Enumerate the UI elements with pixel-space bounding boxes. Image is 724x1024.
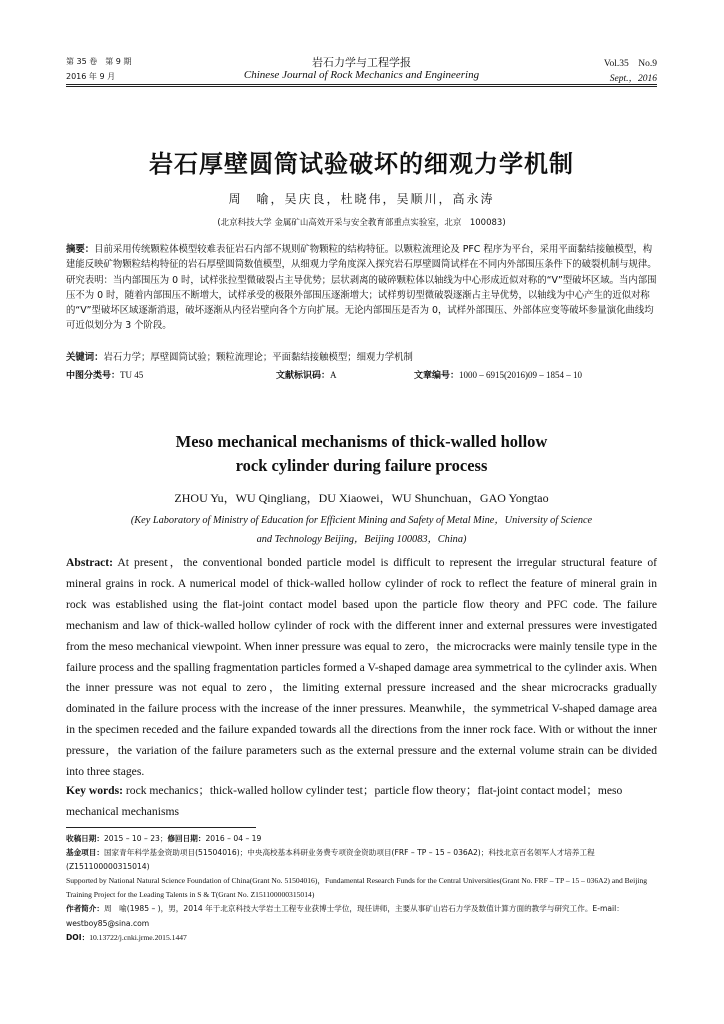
revised-value: 2016 – 04 – 19 bbox=[205, 834, 262, 843]
footnotes bbox=[66, 832, 661, 945]
keywords-cn bbox=[66, 349, 657, 363]
doc-code-value: A bbox=[330, 370, 337, 380]
header-date-en: Sept.，2016 bbox=[609, 74, 657, 84]
authors-cn: 周 喻，吴庆良，杜晓伟，吴顺川，高永涛 bbox=[228, 192, 495, 206]
clc-item bbox=[66, 368, 143, 381]
footnote-fund bbox=[66, 846, 661, 874]
keywords-en bbox=[66, 781, 657, 823]
doc-code-label: 文献标识码： bbox=[276, 371, 331, 381]
affiliation-en-line1: (Key Laboratory of Ministry of Education for Efficient Mining and Safety of Metal Mine，University of Science bbox=[130, 515, 593, 526]
title-cn: 岩石厚壁圆筒试验破坏的细观力学机制 bbox=[149, 150, 574, 178]
clc-label: 中图分类号： bbox=[66, 371, 121, 381]
abstract-en bbox=[66, 553, 657, 783]
header-volume-issue-cn: 第 35 卷 第 9 期 bbox=[66, 57, 132, 66]
doi-value: 10.13722/j.cnki.jrme.2015.1447 bbox=[89, 932, 187, 942]
abstract-cn-label: 摘要： bbox=[66, 244, 95, 255]
article-no-item bbox=[414, 368, 582, 381]
title-en bbox=[66, 430, 657, 478]
received-value: 2015 – 10 – 23； bbox=[103, 834, 168, 843]
doc-code-item bbox=[276, 368, 337, 381]
keywords-cn-label: 关键词： bbox=[66, 352, 104, 363]
affiliation-en bbox=[66, 511, 657, 549]
doi-label: DOI： bbox=[66, 932, 90, 942]
header-journal-cn: 岩石力学与工程学报 bbox=[312, 56, 411, 69]
header-journal-en: Chinese Journal of Rock Mechanics and Engineering bbox=[243, 69, 480, 81]
title-en-line1: Meso mechanical mechanisms of thick-walled hollow bbox=[175, 432, 548, 451]
abstract-en-text: At present，the conventional bonded particle model is difficult to represent the irregular structural feature of mineral grains in rock. A numerical model of thick-walled hollow cylinder of rock to reflect the feature of mineral grain in rock was established using the flat-joint contact model based upon the particle flow theory and PFC code. The failure mechanism and law of thick-walled hollow cylinder of rock with the different inner and external pressures were investigated from the meso mechanical viewpoint. When inner pressure was equal to zero，the microcracks were mainly tensile type in the failure process and the spalling fragmentation particles formed a V-shaped damage area symmetrical to the cylinder axis. When the inner pressure was not equal to zero，the limiting external pressure increased and the shear microcracks gradually dominated in the failure process with the increase of the inner pressures. Meanwhile，the symmetrical V-shaped damage area in the specimen receded and the failure expanded towards all the directions from the inner rock face. With or without the inner pressure，the variation of the failure parameters such as the external pressure and the external volume strain can be divided into three stages. bbox=[66, 556, 657, 779]
article-no-label: 文章编号： bbox=[414, 371, 460, 381]
abstract-en-label: Abstract: bbox=[66, 556, 114, 569]
abstract-cn bbox=[66, 242, 657, 334]
author-label: 作者简介： bbox=[66, 904, 104, 914]
article-no-value: 1000 – 6915(2016)09 – 1854 – 10 bbox=[459, 370, 583, 380]
footnote-supported-en: Supported by National Natural Science Foundation of China(Grant No. 51504016)，Fundamental Research Funds for the Central Universities(Grant No. FRF – TP – 15 – 036A2) and Beijing Training Project for the Leading Talents in S & T(Grant No. Z151100000315014) bbox=[66, 876, 648, 900]
footnote-rule bbox=[66, 827, 256, 828]
affiliation-en-line2: and Technology Beijing，Beijing 100083，China) bbox=[256, 534, 467, 545]
header-rule-top bbox=[66, 84, 657, 85]
header-rule-bottom bbox=[66, 86, 657, 87]
author-text: 周 喻(1985 – )，男，2014 年于北京科技大学岩土工程专业获博士学位，现任讲师，主要从事矿山岩石力学及数值计算方面的教学与研究工作。E-mail：westboy85@sina.com bbox=[66, 904, 624, 928]
received-label: 收稿日期： bbox=[66, 834, 104, 843]
title-en-line2: rock cylinder during failure process bbox=[235, 456, 488, 475]
running-header bbox=[66, 54, 657, 84]
header-date-cn: 2016 年 9 月 bbox=[66, 72, 116, 81]
revised-label: 修回日期： bbox=[167, 834, 206, 843]
footnote-doi bbox=[66, 931, 661, 945]
authors-en: ZHOU Yu，WU Qingliang，DU Xiaowei，WU Shunchuan，GAO Yongtao bbox=[174, 491, 549, 505]
clc-value: TU 45 bbox=[120, 370, 144, 380]
abstract-cn-text: 目前采用传统颗粒体模型较难表征岩石内部不规则矿物颗粒的结构特征。以颗粒流理论及 PFC 程序为平台，采用平面黏结接触模型，构建能反映矿物颗粒结构特征的岩石厚壁圆筒数值模型，从细观力学角度深入探究岩石厚壁圆筒试样在不同内外部围压条件下的破裂机制与规律。研究表明：当内部围压为 0 时，试样张拉型微破裂占主导优势；层状剥离的破碎颗粒体以轴线为中心形成近似对称的“V”型破坏区域。当内部围压不为 0 时，随着内部围压不断增大，试样承受的极限外部围压逐渐增大；试样剪切型微破裂逐渐占主导优势，以轴线为中心产生的近似对称的“V”型破坏区域逐渐消退，破坏逐渐从内径岩壁向各个方向扩展。无论内部围压是否为 0，试样外部围压、外部体应变等破坏参量演化曲线均可近似划分为 3 个阶段。 bbox=[66, 244, 657, 332]
header-volume-issue-en: Vol.35 No.9 bbox=[603, 59, 657, 69]
footnote-dates bbox=[66, 832, 661, 846]
keywords-en-label: Key words: bbox=[66, 784, 123, 797]
footnote-author bbox=[66, 902, 661, 930]
fund-label: 基金项目： bbox=[66, 848, 104, 858]
keywords-cn-text: 岩石力学；厚壁圆筒试验；颗粒流理论；平面黏结接触模型；细观力学机制 bbox=[103, 352, 413, 363]
keywords-en-text: rock mechanics；thick-walled hollow cylinder test；particle flow theory；flat-joint contact model；meso mechanical mechanisms bbox=[66, 784, 623, 818]
fund-text: 国家青年科学基金资助项目(51504016)；中央高校基本科研业务费专项资金资助项目(FRF – TP – 15 – 036A2)；科技北京百名领军人才培养工程(Z151100000315014) bbox=[66, 848, 595, 872]
affiliation-cn: (北京科技大学 金属矿山高效开采与安全教育部重点实验室，北京 100083) bbox=[217, 218, 506, 228]
